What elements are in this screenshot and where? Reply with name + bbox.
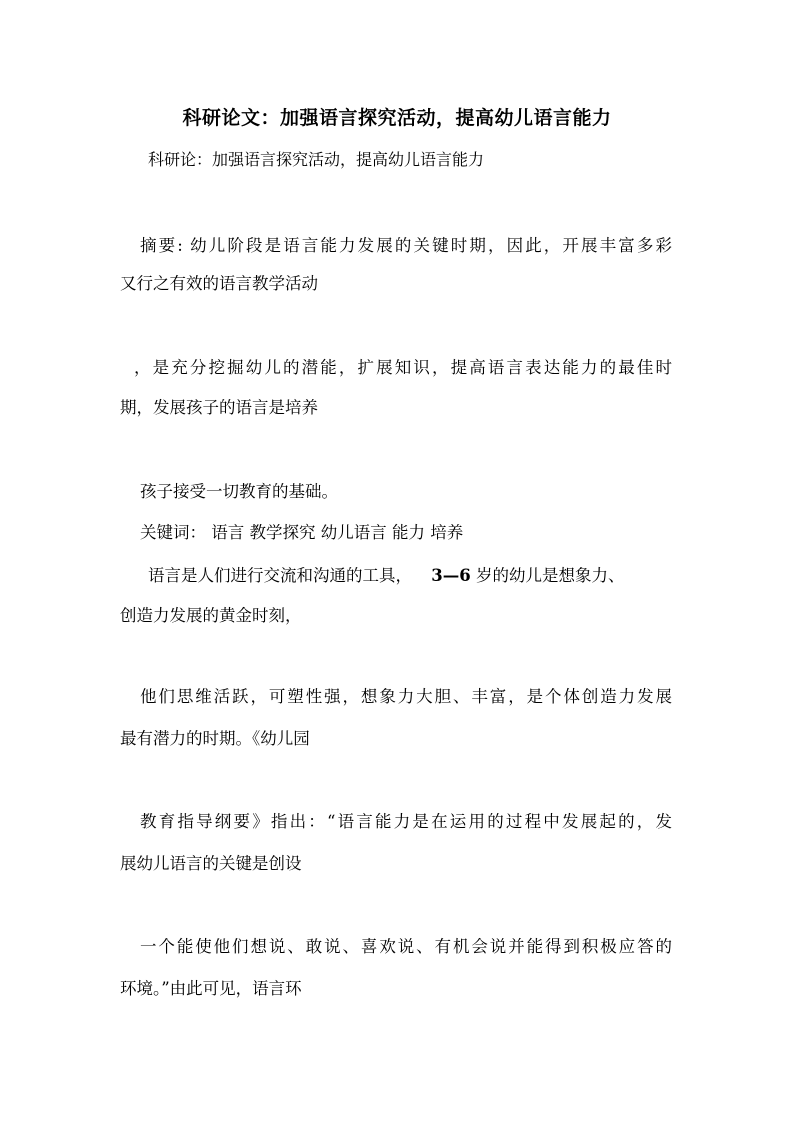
body-line-1-tail: 岁的幼儿是想象力、 [470,566,625,585]
body-line-1-text: 语言是人们进行交流和沟通的工具， [148,566,412,585]
abstract-line-5: 孩子接受一切教育的基础。 [140,482,338,501]
body-line-1 [120,564,704,588]
body-line-7: 一个能使他们想说、敢说、喜欢说、有机会说并能得到积极应答的 [140,937,672,956]
body-line-5: 教育指导纲要》指出：“语言能力是在运用的过程中发展起的，发 [140,812,672,831]
body-line-8: 环境。”由此可见，语言环 [120,979,302,998]
abstract-line-1: 摘要: 幼儿阶段是语言能力发展的关键时期，因此，开展丰富多彩 [140,236,672,255]
abstract-line-4: 期，发展孩子的语言是培养 [120,398,318,417]
body-line-4: 最有潜力的时期。《幼儿园 [120,729,310,748]
body-line-3: 他们思维活跃，可塑性强，想象力大胆、丰富，是个体创造力发展 [140,687,672,706]
abstract-line-3: ，是充分挖掘幼儿的潜能，扩展知识，提高语言表达能力的最佳时 [134,358,672,377]
body-line-6: 展幼儿语言的关键是创设 [120,854,302,873]
keywords-line: 关键词： 语言 教学探究 幼儿语言 能力 培养 [140,523,464,542]
document-subtitle: 科研论：加强语言探究活动，提高幼儿语言能力 [148,150,485,169]
abstract-line-2: 又行之有效的语言教学活动 [120,274,318,293]
body-line-2: 创造力发展的黄金时刻， [120,606,302,625]
document-title: 科研论文：加强语言探究活动，提高幼儿语言能力 [182,107,612,129]
age-range: 3—6 [431,566,471,585]
